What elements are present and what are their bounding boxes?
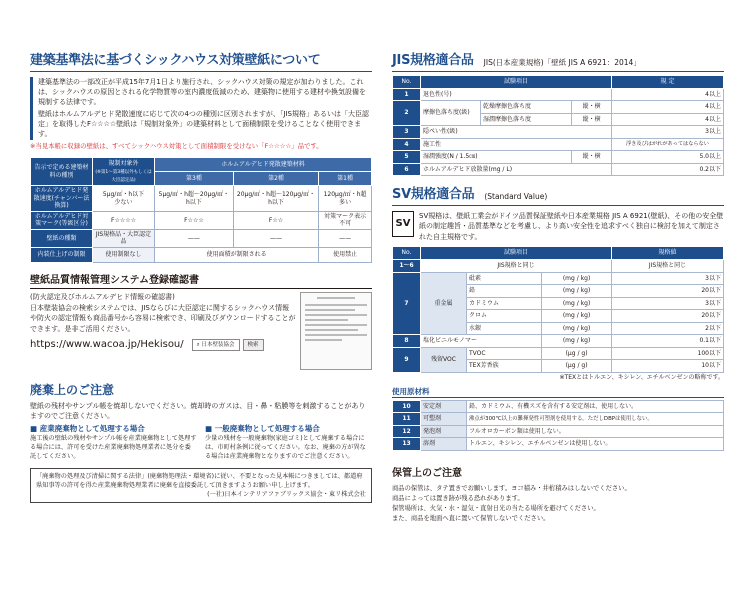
table-row: 壁紙の種類 JIS規格品・大臣認定品 —— —— —— (31, 229, 372, 247)
table-row: クロム (mg / kg) 20以下 (393, 310, 724, 323)
search-button[interactable]: 検索 (243, 339, 264, 351)
general-waste-text: 少量の残材を一般廃棄物(家庭ゴミ)として廃棄する場合には、市町村条例に従ってください。なお、廃棄の方が異なる場合は産業廃棄物となりますのでご注意ください。 (205, 434, 366, 461)
sv-description: SV規格は、壁紙工業会がドイツ品質保証壁紙や日本産業規格 JIS A 6921(壁紙)、その他の安全壁紙の制定趣旨・品質基準などを考慮し、より高い安全性を追求すべく独自に検討を加えて制定された自主規格です。 (419, 211, 724, 241)
certificate-image (300, 292, 372, 370)
table-row: 湿潤摩擦色落ち度 縦・横 4以上 (393, 113, 724, 126)
raw-materials-title: 使用原材料 (392, 387, 724, 398)
storage-text: 商品の保管は、タテ置きでお願いします。ヨコ積み・井桁積みはしないでください。 商品によっては置き跡が残る恐れがあります。 保管場所は、火気・水・湿気・直射日光の当たる場所を避けてください。 また、商品を地面へ直に置いて保管しないでください。 (392, 485, 631, 522)
sv-header (392, 186, 724, 206)
sv-title: SV規格適合品 (392, 187, 475, 203)
right-column (392, 52, 724, 523)
table-row: 1〜6 JIS規格と同じ JIS規格と同じ (393, 260, 724, 273)
disposal-note-box: 「廃棄物の処理及び清掃に関する法律」(廃棄物処理法・環境省)に従い、不要となった見本帳につきましては、都道府県知事等の許可を得た産業廃棄物処理業者に廃棄を直接委託して頂きますようお願い申し上げます。 (一社)日本インテリアファブリックス協会・東リ株式会社 (30, 468, 372, 504)
table-row: 7 重金属 砒素 (mg / kg) 3以下 (393, 272, 724, 285)
formaldehyde-table (30, 157, 372, 263)
search-box[interactable]: ⌕ 日本壁装協会 (192, 339, 240, 351)
industrial-waste-caption: ■ 産業廃棄物として処理する場合 (30, 423, 145, 433)
registration-subtitle: (防火認定及びホルムアルデヒド情報の確認書) (30, 293, 175, 302)
th-exempt: 規制対象外 (※第1〜第3種以外もしくは大臣認定品) (93, 158, 155, 186)
table-row: 1 退色性(号) 4以上 (393, 88, 724, 101)
jis-subtitle: JIS(日本産業規格)「壁紙 JIS A 6921：2014」 (483, 58, 641, 68)
tex-note: ※TEXとはトルエン、キシレン、エチルベンゼンの略称です。 (559, 373, 724, 381)
table-row: 12 発泡剤 フルオロカーボン類は使用しない。 (393, 425, 724, 438)
table-row: 5 湿潤強度(N / 1.5㎝) 縦・横 5.0以上 (393, 151, 724, 164)
table-row: 2 摩擦色落ち度(級) 乾燥摩擦色落ち度 縦・横 4以上 (393, 101, 724, 114)
intro-paragraph-1: 建築基準法の一部改正が平成15年7月1日より施行され、シックハウス対策の規定が加わりました。これは、シックハウスの原因とされる化学物質等の室内濃度低減のため、建築物に使用する建材や換気設備を規制する法律です。 (38, 77, 366, 107)
th-group: ホルムアルデヒド発散建築材料 (155, 158, 372, 172)
section-header (30, 52, 372, 72)
jis-header (392, 52, 724, 72)
table-row: 6 ホルムアルデヒド放散量(mg / L) 0.2以下 (393, 163, 724, 176)
left-column (30, 52, 372, 503)
table-row: ホルムアルデヒド対策マーク(等級区分) F☆☆☆☆ F☆☆☆ F☆☆ 対策マーク表示不可 (31, 211, 372, 229)
table-row: 9 残留VOC TVOC (μg / g) 100以下 (393, 347, 724, 360)
registration-title: 壁紙品質情報管理システム登録確認書 (30, 274, 372, 290)
registration-section (30, 274, 372, 371)
table-row: 10 安定剤 鉛、カドミウム、有機スズを含有する安定剤は、使用しない。 (393, 400, 724, 413)
sv-subtitle: (Standard Value) (484, 192, 548, 202)
intro-paragraph-2: 壁紙はホルムアルデヒド発散速度に応じて次の4つの種別に区別されますが、「JIS規格」あるいは「大臣認定」を取得したF☆☆☆☆壁紙は「規制対象外」の建築材料として面積制限を受けることなく使用できます。 (38, 109, 369, 139)
jis-title: JIS規格適合品 (392, 53, 474, 68)
table-row: 4 施工性 浮き及びはがれがあってはならない (393, 138, 724, 151)
table-row: 13 溶剤 トルエン、キシレン、エチルベンゼンは使用しない。 (393, 438, 724, 451)
disposal-title: 廃棄上のご注意 (30, 383, 115, 398)
table-row: 水銀 (mg / kg) 2以下 (393, 322, 724, 335)
th-class-1: 第1種 (319, 172, 372, 186)
table-row: 内装仕上げの制限 使用制限なし 使用面積が制限される 使用禁止 (31, 247, 372, 262)
search-icon: ⌕ (196, 341, 200, 348)
table-row: 鉛 (mg / kg) 20以下 (393, 285, 724, 298)
table-row: カドミウム (mg / kg) 3以下 (393, 297, 724, 310)
industrial-waste-text: 施工後の壁紙の残材やサンプル帳を産業廃棄物として処理する場合には、許可を受けた産業廃棄物処理業者に処分を委託してください。 (30, 434, 197, 461)
intro-text (30, 77, 372, 140)
th-class-3: 第3種 (155, 172, 234, 186)
th-class-2: 第2種 (233, 172, 318, 186)
raw-materials-table (392, 400, 724, 451)
table-row: TEX芳香族 (μg / g) 10以下 (393, 360, 724, 373)
table-row: 8 塩化ビニルモノマー (mg / kg) 0.1以下 (393, 335, 724, 348)
table-row: 11 可塑剤 沸点が300℃以上の難揮発性可塑剤を使用する。ただしDBPは使用しない。 (393, 413, 724, 426)
registration-text: 日本壁装協会の検索システムでは、JISならびに大臣認定に関するシックハウス情報や防火の認定情報も商品番号から容易に検索でき、印刷及びダウンロードすることができます。是非ご活用ください。 (30, 303, 296, 333)
disposal-text: 壁紙の残材やサンプル帳を焼却しないでください。焼却時のガスは、目・鼻・粘膜等を刺激することがありますのでご注意ください。 (30, 401, 366, 421)
jis-table: No. 試験項目 規 定 1 退色性(号) 4以上 2 摩擦色落ち度(級) 乾燥摩擦色落ち度 縦・横 4以上 湿潤摩擦色落ち度 縦・横 4以上 3 隠ぺい性(級) 3以上 4 施工性 浮き及びはがれがあってはならない 5 湿潤強度(N / 1.5㎝) 縦・横 5.0以上 6 ホルムアルデヒド放散量(mg / L) 0.2以下 (392, 75, 724, 177)
general-waste-caption: ■ 一般廃棄物として処理する場合 (205, 423, 320, 433)
table-row: 3 隠ぺい性(級) 3以上 (393, 126, 724, 139)
sv-logo: SV (392, 211, 414, 237)
table-row: ホルムアルデヒド発散速度(チャンバー法換算) 5μg/㎡・h以下 少ない 5μg/㎡・h超〜20μg/㎡・h以下 20μg/㎡・h超〜120μg/㎡・h以下 120μg/㎡・h超 多い (31, 186, 372, 212)
warning-note: ※当見本帳に収録の壁紙は、すべてシックハウス対策として面積制限を受けない「F☆☆☆☆」品です。 (30, 141, 323, 150)
shikkuhausu-title: 建築基準法に基づくシックハウス対策壁紙について (30, 53, 321, 68)
wacoa-url[interactable]: https://www.wacoa.jp/Hekisou/ (30, 339, 184, 351)
th-rowlabel: 告示で定める建築材料の種別 (31, 158, 93, 186)
sv-table: No. 試験項目 規格値 1〜6 JIS規格と同じ JIS規格と同じ 7 重金属 砒素 (mg / kg) 3以下 鉛 (mg / kg) 20以下 カドミウム (mg / kg) 3以下 クロム (mg / kg) 20以下 水銀 (mg / kg) 2以下 8 塩化ビニルモノマー (mg / kg) 0.1以下 9 残留VOC TVOC (μg / g) 100以下 TEX芳香族 (μg / g) 10以下 (392, 246, 724, 373)
storage-title: 保管上のご注意 (392, 467, 462, 479)
